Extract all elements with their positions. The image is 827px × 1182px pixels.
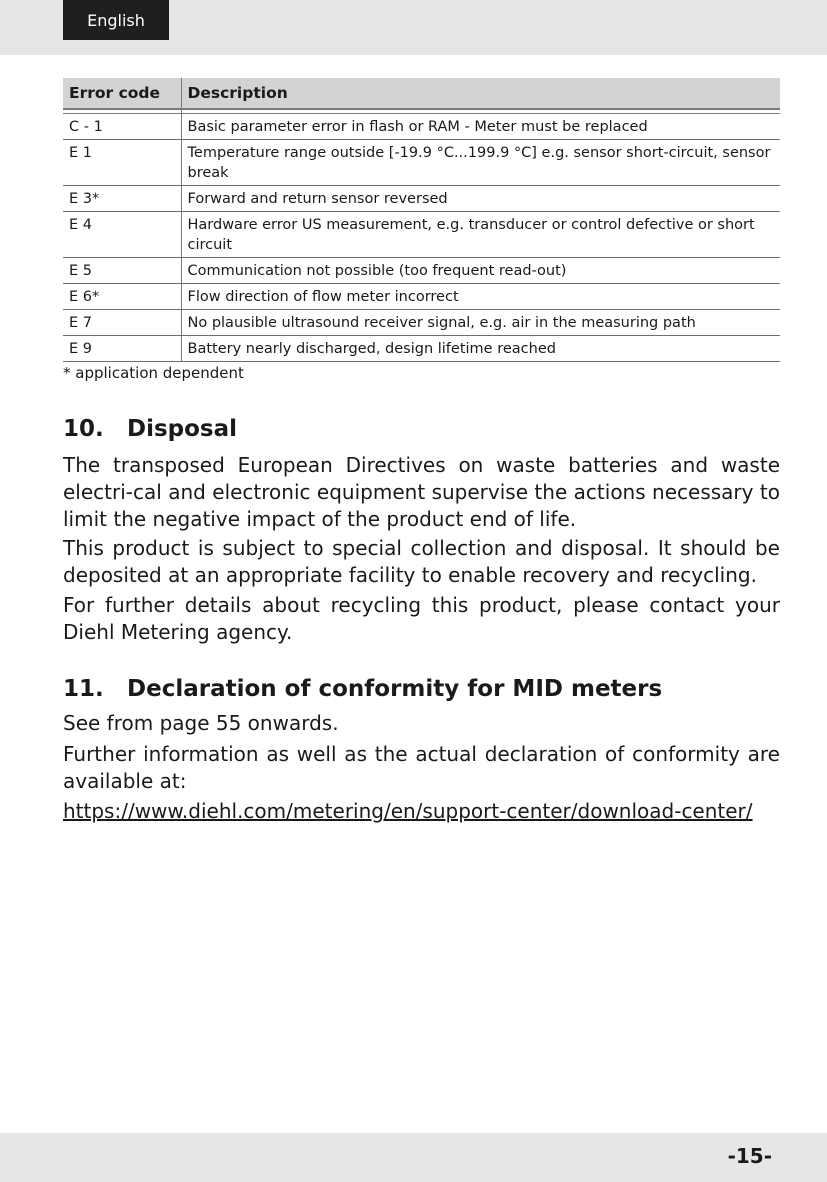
error-description-cell: Basic parameter error in flash or RAM - Meter must be replaced [181,114,780,140]
table-row [63,258,780,284]
table-row [63,310,780,336]
table-row [63,212,780,258]
error-description-cell: Forward and return sensor reversed [181,186,780,212]
conformity-paragraph-1: See from page 55 onwards. [63,711,339,735]
error-description-cell: Hardware error US measurement, e.g. transducer or control defective or short circuit [181,212,780,258]
conformity-paragraph-2: Further information as well as the actual declaration of conformity are available at: [63,742,780,793]
error-code-table [63,78,780,362]
download-center-link[interactable]: https://www.diehl.com/metering/en/support-center/download-center/ [63,799,753,823]
column-header-error-code: Error code [63,78,181,109]
error-description-cell: No plausible ultrasound receiver signal, e.g. air in the measuring path [181,310,780,336]
table-row [63,336,780,362]
error-code-cell: C - 1 [63,114,181,140]
error-code-cell: E 4 [63,212,181,258]
language-tab: English [63,0,169,40]
page-number: -15- [727,1144,772,1168]
disposal-paragraph-1: The transposed European Directives on waste batteries and waste electri-cal and electronic equipment supervise the actions necessary to limit the negative impact of the product end of life. [63,453,780,531]
error-description-cell: Temperature range outside [-19.9 °C...199.9 °C] e.g. sensor short-circuit, sensor break [181,140,780,186]
table-footnote: * application dependent [63,364,244,382]
table-row [63,186,780,212]
table-row [63,140,780,186]
error-code-cell: E 1 [63,140,181,186]
error-description-cell: Flow direction of flow meter incorrect [181,284,780,310]
header-band [0,0,827,55]
section-10-title: Disposal [127,416,238,442]
error-code-cell: E 9 [63,336,181,362]
error-code-cell: E 7 [63,310,181,336]
table-row [63,114,780,140]
disposal-paragraph-2: This product is subject to special collection and disposal. It should be deposited at an appropriate facility to enable recovery and recycling. [63,536,780,587]
column-header-description: Description [181,78,780,109]
error-description-cell: Communication not possible (too frequent read-out) [181,258,780,284]
section-11-heading [63,676,662,702]
error-code-cell: E 6* [63,284,181,310]
section-11-title: Declaration of conformity for MID meters [127,676,663,702]
section-10-heading [63,416,237,442]
table-header-row [63,78,780,109]
table-row [63,284,780,310]
section-10-number: 10. [63,416,104,442]
footer-band [0,1133,827,1182]
error-code-cell: E 5 [63,258,181,284]
section-11-number: 11. [63,676,104,702]
disposal-paragraph-3: For further details about recycling this product, please contact your Diehl Metering agency. [63,593,780,644]
error-code-cell: E 3* [63,186,181,212]
error-description-cell: Battery nearly discharged, design lifetime reached [181,336,780,362]
